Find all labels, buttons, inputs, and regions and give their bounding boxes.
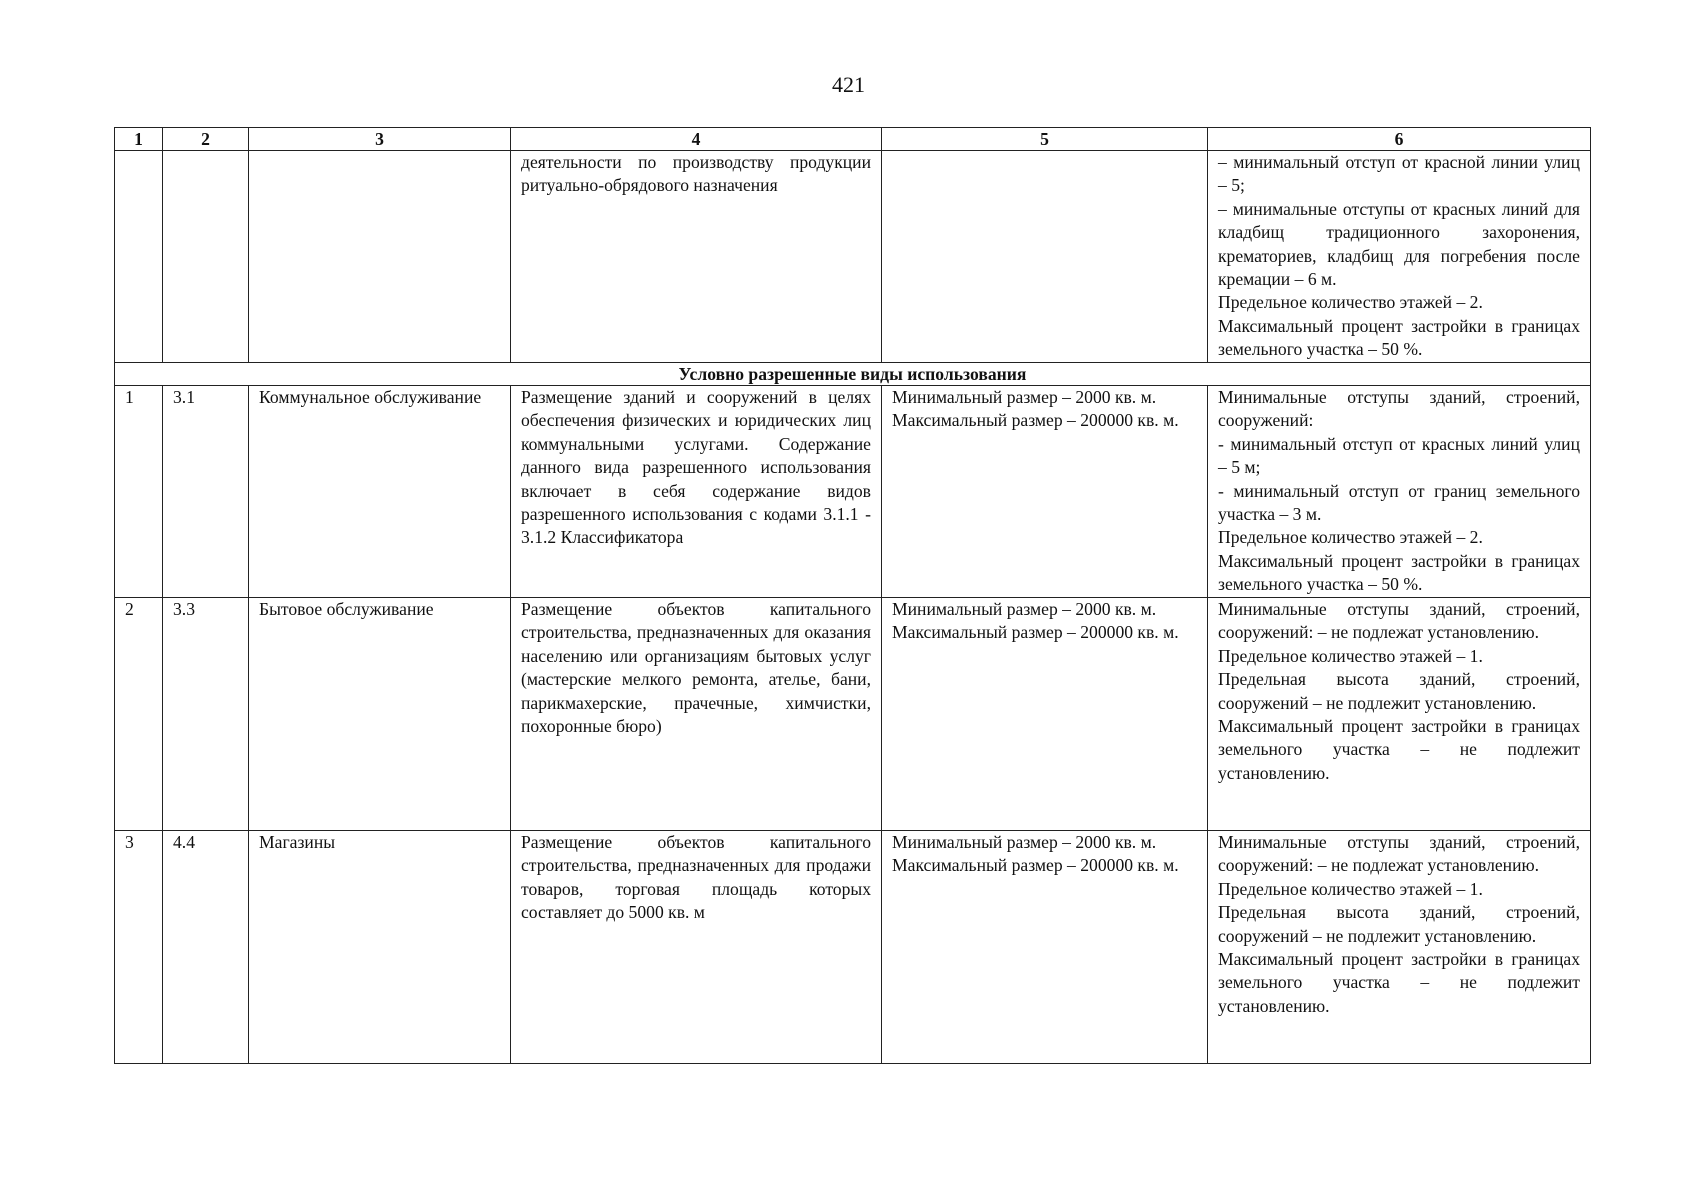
cell-parameters: [1208, 598, 1591, 831]
page-number: 421: [832, 72, 865, 97]
param-line: Предельное количество этажей – 1.: [1218, 878, 1483, 899]
param-line: Минимальные отступы зданий, строений, сооружений:: [1218, 387, 1580, 431]
cell-row-number: 1: [115, 386, 163, 598]
param-line: Предельная высота зданий, строений, сооружений – не подлежит установлению.: [1218, 902, 1580, 946]
param-line: - минимальный отступ от границ земельного участка – 3 м.: [1218, 480, 1580, 525]
param-line: Предельная высота зданий, строений, сооружений – не подлежит установлению.: [1218, 669, 1580, 713]
param-line: - минимальный отступ от красных линий улиц – 5 м;: [1218, 433, 1580, 478]
cell-code: 3.3: [163, 598, 249, 831]
table-row-continued: [115, 151, 1591, 363]
param-line: Предельное количество этажей – 1.: [1218, 645, 1483, 666]
param-line: Предельное количество этажей – 2.: [1218, 527, 1483, 548]
cell-parameters: [1208, 831, 1591, 1064]
cell-code: 3.1: [163, 386, 249, 598]
cell-empty: [249, 151, 511, 363]
table-row: [115, 598, 1591, 831]
cell-row-number: 3: [115, 831, 163, 1064]
cell-code: 4.4: [163, 831, 249, 1064]
param-line: Максимальный процент застройки в границах земельного участка – 50 %.: [1218, 315, 1580, 360]
column-header-5: 5: [882, 128, 1208, 151]
cell-parameters: [1208, 386, 1591, 598]
column-header-2: 2: [163, 128, 249, 151]
param-line: Минимальные отступы зданий, строений, сооружений: – не подлежат установлению.: [1218, 832, 1580, 876]
param-line: Максимальный процент застройки в границах земельного участка – 50 %.: [1218, 550, 1580, 595]
section-row: [115, 363, 1591, 386]
column-header-4: 4: [511, 128, 882, 151]
header-row: [115, 128, 1591, 151]
param-line: Минимальные отступы зданий, строений, сооружений: – не подлежат установлению.: [1218, 599, 1580, 643]
table-row: [115, 831, 1591, 1064]
param-line: – минимальные отступы от красных линий для кладбищ традиционного захоронения, крематориев, кладбищ для погребения после кремации – 6 м.: [1218, 198, 1580, 290]
param-line: – минимальный отступ от красной линии улиц – 5;: [1218, 152, 1580, 196]
cell-size: Минимальный размер – 2000 кв. м. Максимальный размер – 200000 кв. м.: [882, 386, 1208, 598]
column-header-1: 1: [115, 128, 163, 151]
cell-name: Бытовое обслуживание: [249, 598, 511, 831]
cell-row-number: 2: [115, 598, 163, 831]
cell-name: Коммунальное обслуживание: [249, 386, 511, 598]
column-header-6: 6: [1208, 128, 1591, 151]
cell-description: Размещение объектов капитального строительства, предназначенных для оказания населению или организациям бытовых услуг (мастерские мелкого ремонта, ателье, бани, парикмахерские, прачечные, химчистки, похоронные бюро): [511, 598, 882, 831]
cell-description: Размещение зданий и сооружений в целях обеспечения физических и юридических лиц коммунальными услугами. Содержание данного вида разрешенного использования включает в себя содержание видов разрешенного использования с кодами 3.1.1 - 3.1.2 Классификатора: [511, 386, 882, 598]
cell-size: Минимальный размер – 2000 кв. м. Максимальный размер – 200000 кв. м.: [882, 598, 1208, 831]
cell-description: Размещение объектов капитального строительства, предназначенных для продажи товаров, торговая площадь которых составляет до 5000 кв. м: [511, 831, 882, 1064]
cell-empty: [163, 151, 249, 363]
param-line: Максимальный процент застройки в границах земельного участка – не подлежит установлению.: [1218, 949, 1580, 1016]
param-line: Предельное количество этажей – 2.: [1218, 292, 1483, 313]
section-title: Условно разрешенные виды использования: [115, 363, 1591, 386]
cell-empty: [882, 151, 1208, 363]
cell-parameters: [1208, 151, 1591, 363]
cell-name: Магазины: [249, 831, 511, 1064]
table-row: [115, 386, 1591, 598]
land-use-table: [114, 127, 1591, 1064]
cell-size: Минимальный размер – 2000 кв. м. Максимальный размер – 200000 кв. м.: [882, 831, 1208, 1064]
cell-description: деятельности по производству продукции ритуально-обрядового назначения: [511, 151, 882, 363]
column-header-3: 3: [249, 128, 511, 151]
param-line: Максимальный процент застройки в границах земельного участка – не подлежит установлению.: [1218, 716, 1580, 783]
cell-empty: [115, 151, 163, 363]
